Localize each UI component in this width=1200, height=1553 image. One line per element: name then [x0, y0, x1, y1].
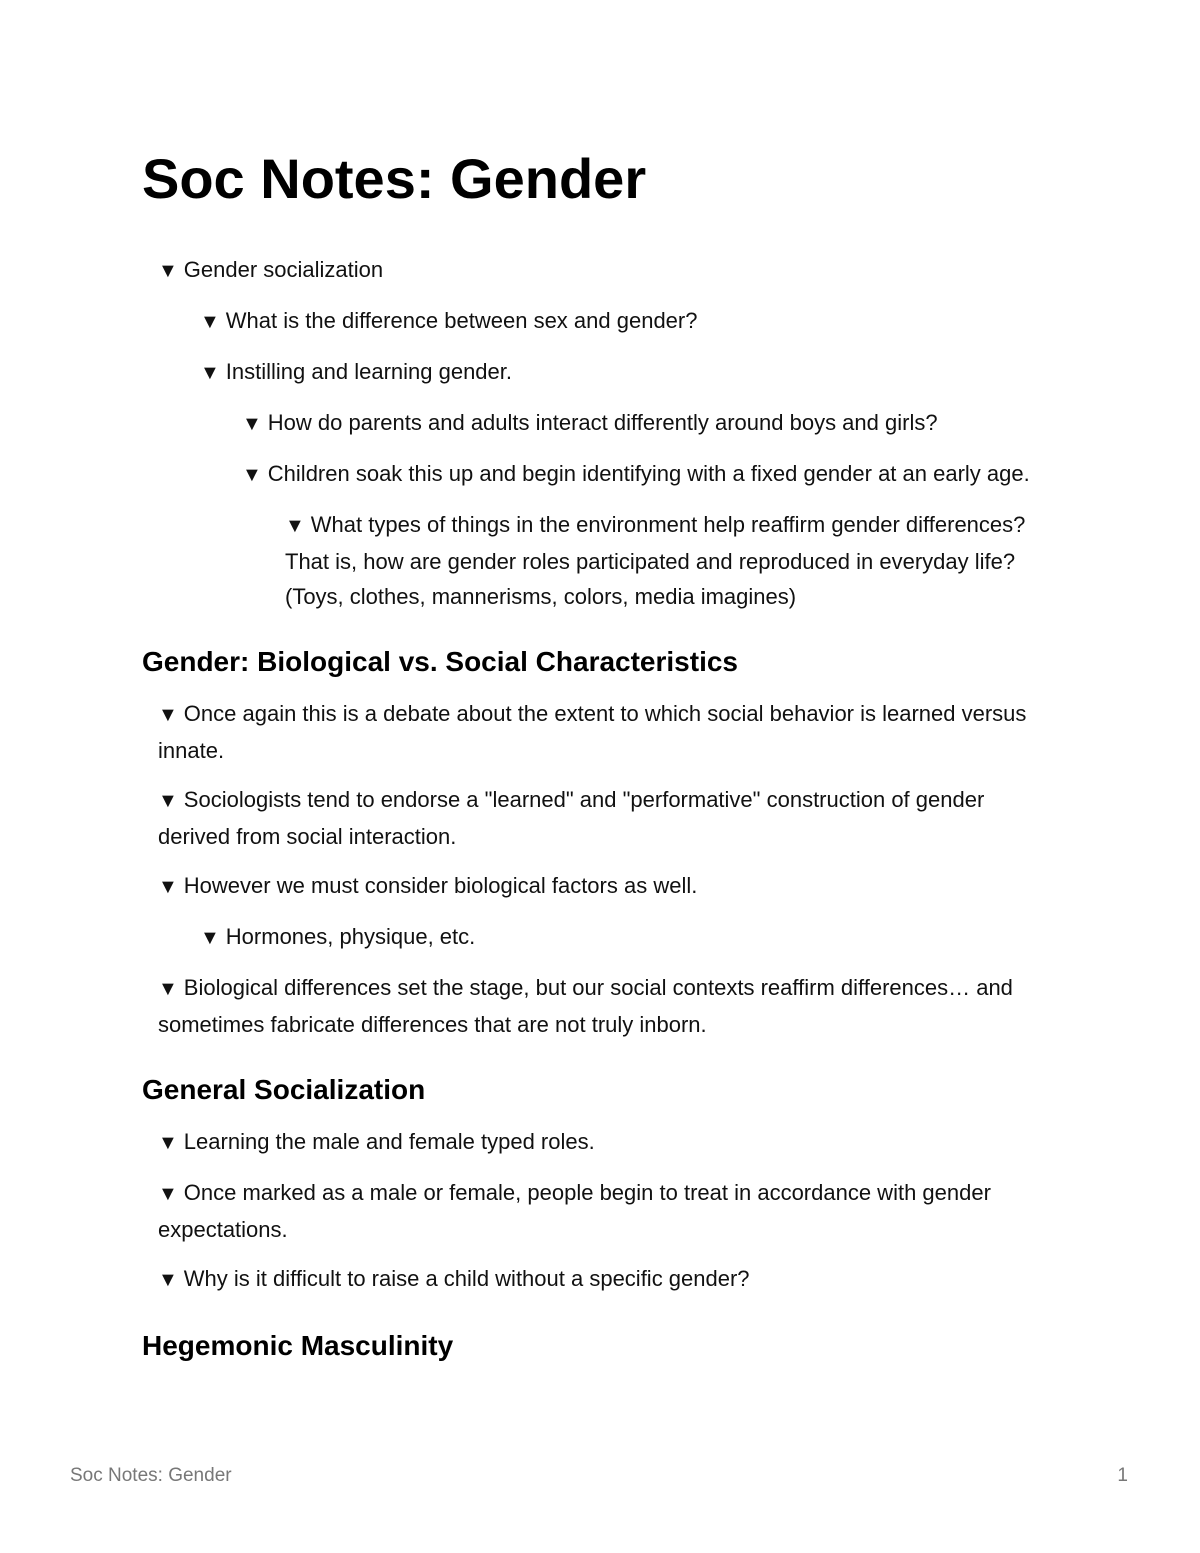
triangle-down-icon[interactable]: ▼ [158, 790, 178, 812]
toggle-item-text: Children soak this up and begin identifying with a fixed gender at an early age. [267, 461, 1030, 486]
toggle-item[interactable] [158, 1261, 1057, 1298]
triangle-down-icon[interactable]: ▼ [158, 978, 178, 1000]
footer-title: Soc Notes: Gender [70, 1465, 232, 1486]
toggle-item[interactable] [285, 507, 1057, 614]
triangle-down-icon[interactable]: ▼ [158, 876, 178, 898]
toggle-item-text: Once again this is a debate about the extent to which social behavior is learned versus innate. [158, 701, 1027, 763]
toggle-item[interactable] [200, 303, 1057, 340]
toggle-item[interactable] [242, 456, 1057, 493]
toggle-item-text: Biological differences set the stage, but our social contexts reaffirm differences… and sometimes fabricate differences that are not truly inborn. [158, 975, 1013, 1037]
triangle-down-icon[interactable]: ▼ [158, 1183, 178, 1205]
toggle-item[interactable] [158, 782, 1057, 854]
toggle-item-text: What types of things in the environment help reaffirm gender differences? That is, how are gender roles participated and reproduced in everyday life? (Toys, clothes, mannerisms, colors, media imagines) [285, 512, 1026, 609]
triangle-down-icon[interactable]: ▼ [200, 362, 220, 384]
page-title: Soc Notes: Gender [142, 147, 647, 210]
toggle-item[interactable] [158, 696, 1057, 768]
toggle-item[interactable] [158, 868, 1057, 905]
section-heading: General Socialization [142, 1074, 426, 1105]
toggle-item-text: What is the difference between sex and gender? [225, 308, 698, 333]
notes-content [142, 252, 1057, 1380]
toggle-item[interactable] [158, 970, 1057, 1042]
triangle-down-icon[interactable]: ▼ [242, 413, 262, 435]
section-heading: Hegemonic Masculinity [142, 1330, 454, 1361]
toggle-item-text: How do parents and adults interact differently around boys and girls? [267, 410, 938, 435]
toggle-item-text: Sociologists tend to endorse a "learned" and "performative" construction of gender derived from social interaction. [158, 787, 985, 849]
triangle-down-icon[interactable]: ▼ [200, 311, 220, 333]
section-heading: Gender: Biological vs. Social Characteristics [142, 646, 738, 677]
toggle-item[interactable] [158, 1175, 1057, 1247]
toggle-item-text: Once marked as a male or female, people begin to treat in accordance with gender expectations. [158, 1180, 991, 1242]
toggle-item-text: Learning the male and female typed roles. [183, 1129, 595, 1154]
toggle-item[interactable] [200, 354, 1057, 391]
triangle-down-icon[interactable]: ▼ [200, 927, 220, 949]
toggle-item-text: Why is it difficult to raise a child without a specific gender? [183, 1266, 750, 1291]
toggle-item[interactable] [158, 252, 1057, 289]
triangle-down-icon[interactable]: ▼ [158, 1269, 178, 1291]
toggle-item[interactable] [158, 1124, 1057, 1161]
toggle-item-text: However we must consider biological factors as well. [183, 873, 698, 898]
triangle-down-icon[interactable]: ▼ [285, 515, 305, 537]
triangle-down-icon[interactable]: ▼ [158, 260, 178, 282]
triangle-down-icon[interactable]: ▼ [158, 1132, 178, 1154]
toggle-item-text: Instilling and learning gender. [225, 359, 513, 384]
triangle-down-icon[interactable]: ▼ [242, 464, 262, 486]
toggle-item[interactable] [242, 405, 1057, 442]
triangle-down-icon[interactable]: ▼ [158, 704, 178, 726]
toggle-item-text: Gender socialization [183, 257, 384, 282]
toggle-item[interactable] [200, 919, 1057, 956]
toggle-item-text: Hormones, physique, etc. [225, 924, 476, 949]
page-number: 1 [1117, 1465, 1128, 1486]
